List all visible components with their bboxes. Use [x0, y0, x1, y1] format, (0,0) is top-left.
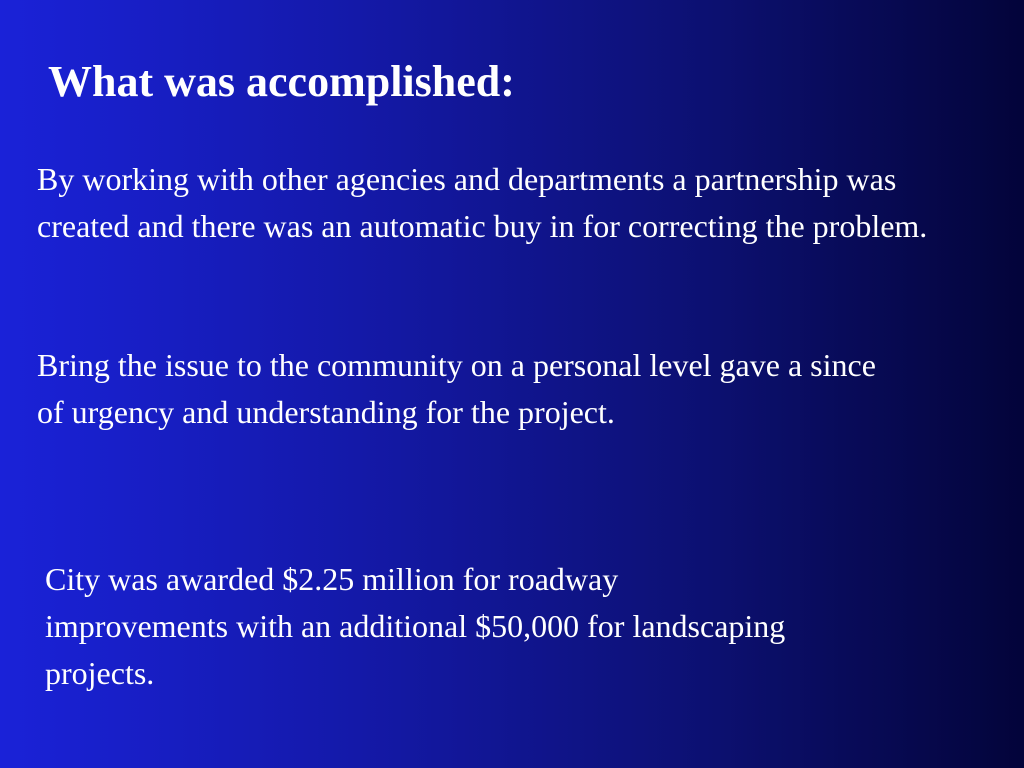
paragraph-funding: City was awarded $2.25 million for roadway improvements with an additional $50,000 for landscaping projects.: [45, 561, 786, 691]
paragraph-community: Bring the issue to the community on a personal level gave a since of urgency and understanding for the project.: [37, 347, 876, 430]
slide-title: What was accomplished:: [48, 57, 515, 106]
paragraph-partnership: By working with other agencies and departments a partnership was created and there was an automatic buy in for correcting the problem.: [37, 161, 928, 244]
